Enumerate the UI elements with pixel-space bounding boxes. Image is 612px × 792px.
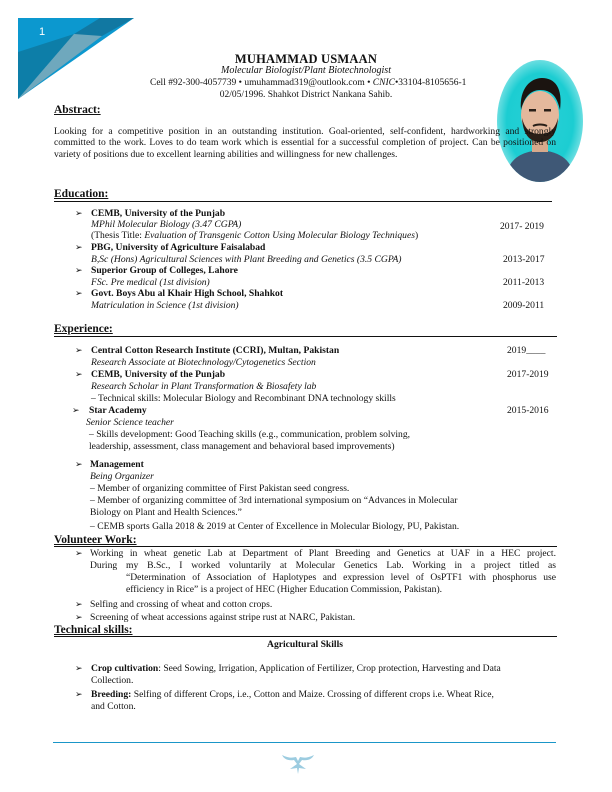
skill-line: Collection. (91, 675, 134, 686)
bullet-icon: ➢ (75, 369, 83, 379)
footer-divider (53, 742, 556, 743)
bullet-icon: ➢ (75, 689, 83, 699)
exp-years: 2019____ (507, 345, 546, 356)
volunteer-line: Screening of wheat accessions against stripe rust at NARC, Pakistan. (90, 612, 356, 623)
exp-role: Senior Science teacher (86, 417, 174, 428)
edu-institution: Superior Group of Colleges, Lahore (91, 265, 238, 276)
volunteer-divider (54, 546, 557, 547)
experience-divider (54, 336, 557, 337)
agricultural-skills-subheading: Agricultural Skills (267, 639, 343, 650)
exp-detail: – Technical skills: Molecular Biology and Recombinant DNA technology skills (91, 393, 396, 404)
abstract-heading: Abstract: (54, 104, 101, 116)
volunteer-line: “Determination of Association of Haplotypes and expression level of OsPTF1 with phosphorus use (126, 572, 556, 583)
bullet-icon: ➢ (75, 208, 83, 218)
exp-org: Management (90, 459, 144, 470)
exp-detail: – CEMB sports Galla 2018 & 2019 at Center of Excellence in Molecular Biology, PU, Pakistan. (90, 521, 460, 532)
volunteer-line: Working in wheat genetic Lab at Department of Plant Breeding and Genetics at UAF in a HEC project. (90, 548, 556, 559)
edu-degree: B,Sc (Hons) Agricultural Sciences with Plant Breeding and Genetics (3.5 CGPA) (91, 254, 402, 265)
edu-institution: PBG, University of Agriculture Faisalabad (91, 242, 266, 253)
exp-org: CEMB, University of the Punjab (91, 369, 226, 380)
volunteer-heading: Volunteer Work: (54, 534, 137, 546)
edu-institution: Govt. Boys Abu al Khair High School, Shahkot (91, 288, 284, 299)
education-heading: Education: (54, 188, 109, 200)
corner-decoration (18, 18, 134, 99)
technical-divider (54, 636, 557, 637)
contact-line (150, 77, 467, 89)
volunteer-line: Selfing and crossing of wheat and cotton crops. (90, 599, 273, 610)
edu-years: 2009-2011 (503, 300, 545, 311)
exp-detail: – Member of organizing committee of 3rd international symposium on “Advances in Molecular (90, 495, 458, 506)
bullet-icon: ➢ (75, 612, 83, 622)
exp-years: 2017-2019 (507, 369, 549, 380)
exp-years: 2015-2016 (507, 405, 549, 416)
exp-detail: – Member of organizing committee of First Pakistan seed congress. (90, 483, 350, 494)
bullet-icon: ➢ (72, 405, 80, 415)
resume-header (150, 52, 467, 101)
bullet-icon: ➢ (75, 265, 83, 275)
exp-org: Central Cotton Research Institute (CCRI), Multan, Pakistan (91, 345, 340, 356)
cnic-number: •33104-8105656-1 (394, 78, 467, 88)
exp-role: Research Scholar in Plant Transformation & Biosafety lab (91, 381, 317, 392)
bullet-icon: ➢ (75, 663, 83, 673)
volunteer-line: During my B.Sc., I worked voluntarily at Molecular Genetics Lab. Working in a project titled as (90, 560, 556, 571)
edu-institution: CEMB, University of the Punjab (91, 208, 226, 219)
abstract-text: Looking for a competitive position in an outstanding institution. Goal-oriented, self-confident, hardworking and strongly committed to the work. Loves to do team work which is essential for a successful completion of project. Can be positioned on variety of positions due to excellent learning abilities and willingness for new challenges. (54, 126, 556, 160)
bullet-icon: ➢ (75, 288, 83, 298)
technical-heading: Technical skills: (54, 624, 133, 636)
bullet-icon: ➢ (75, 599, 83, 609)
address-line: 02/05/1996. Shahkot District Nankana Sahib. (219, 90, 393, 100)
bullet-icon: ➢ (75, 345, 83, 355)
edu-years: 2013-2017 (503, 254, 545, 265)
footer-ornament-icon (280, 752, 316, 774)
page-number: 1 (39, 26, 46, 38)
exp-detail: leadership, assessment, class management and behavioral based improvements) (89, 441, 395, 452)
bullet-icon: ➢ (75, 242, 83, 252)
edu-years: 2017- 2019 (500, 221, 544, 232)
exp-detail: – Skills development: Good Teaching skills (e.g., communication, problem solving, (89, 429, 411, 440)
bullet-icon: ➢ (75, 548, 83, 558)
exp-detail: Biology on Plant and Health Sciences.” (90, 507, 242, 518)
exp-org: Star Academy (89, 405, 147, 416)
edu-degree: MPhil Molecular Biology (3.47 CGPA) (91, 219, 242, 230)
edu-degree: Matriculation in Science (1st division) (91, 300, 239, 311)
candidate-name: MUHAMMAD USMAAN (234, 52, 378, 66)
experience-heading: Experience: (54, 323, 113, 335)
edu-degree: FSc. Pre medical (1st division) (91, 277, 210, 288)
skill-line: and Cotton. (91, 701, 136, 712)
edu-thesis: (Thesis Title: Evaluation of Transgenic Cotton Using Molecular Biology Techniques) (91, 230, 419, 241)
exp-role: Being Organizer (90, 471, 154, 482)
skill-breeding: Breeding: Selfing of different Crops, i.e., Cotton and Maize. Crossing of different crops i.e. Wheat Rice, (91, 689, 494, 700)
contact-cell-email: Cell #92-300-4057739 • umuhammad319@outlook.com • (150, 78, 371, 88)
edu-years: 2011-2013 (503, 277, 545, 288)
cnic-label: CNIC (372, 78, 395, 88)
profile-photo (497, 60, 583, 182)
bullet-icon: ➢ (75, 459, 83, 469)
skill-crop-cultivation: Crop cultivation: Seed Sowing, Irrigation, Application of Fertilizer, Crop protection, Harvesting and Data (91, 663, 501, 674)
education-divider (54, 201, 552, 202)
volunteer-line: efficiency in Rice” is a project of HEC (Higher Education Commission, Pakistan). (126, 584, 443, 595)
candidate-title: Molecular Biologist/Plant Biotechnologist (221, 65, 391, 76)
exp-role: Research Associate at Biotechnology/Cytogenetics Section (91, 357, 316, 368)
